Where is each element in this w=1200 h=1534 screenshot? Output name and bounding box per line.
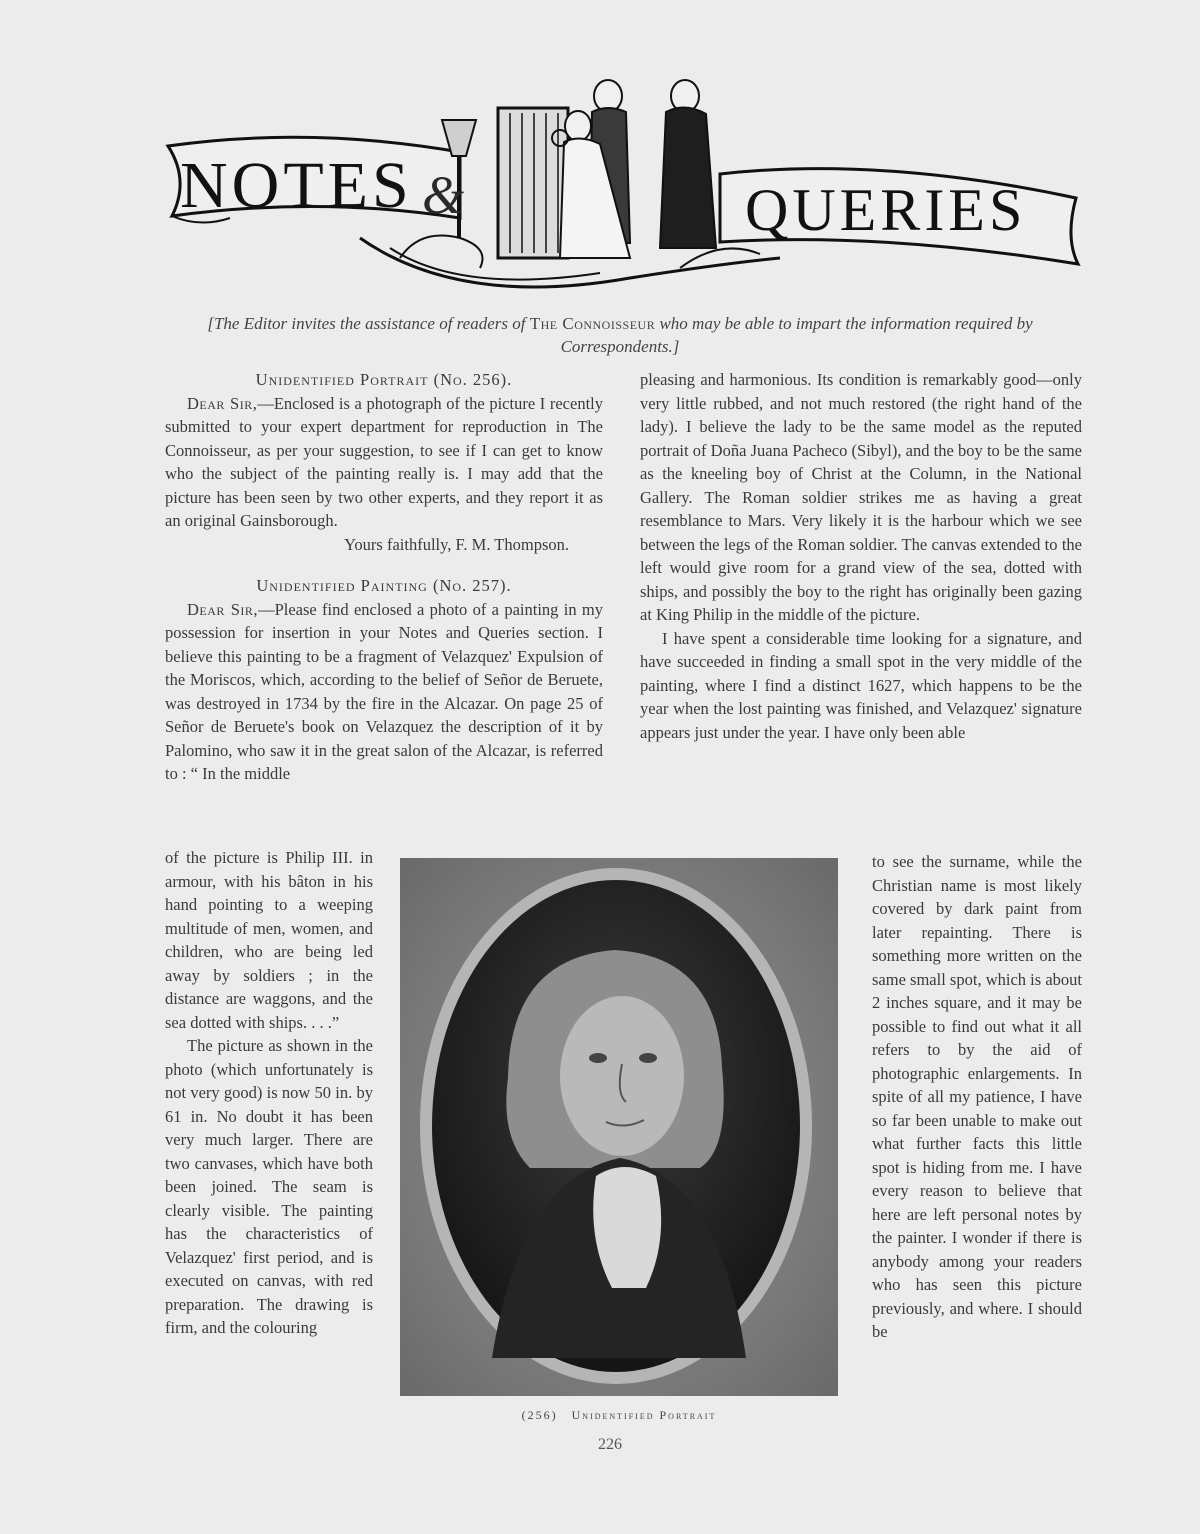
intro-part-2: who may be able to impart the information required by Correspondents.] xyxy=(560,314,1033,356)
letter1-body: —Enclosed is a photograph of the picture I recently submitted to your expert department for reproduction in The Connoisseur, as per your suggestion, to see if I can get to know who the subject of the painting really is. I may add that the picture has been seen by two other experts, and they report it as an original Gainsborough. xyxy=(165,393,603,530)
letter2-body-upper: —Please find enclosed a photo of a painting in my possession for insertion in your Notes and Queries section. I believe this painting to be a fragment of Velazquez' Expulsion of the Moriscos, which, according to the belief of Señor de Beruete, was destroyed in 1734 by the fire in the Alcazar. On page 25 of Señor de Beruete's book on Velazquez the description of it by Palomino, who saw it in the great salon of the Alcazar, is referred to : “ In the middle xyxy=(165,599,603,783)
left-column-upper xyxy=(165,368,603,786)
letter2-right-paragraph-3: to see the surname, while the Christian name is most likely covered by dark paint from later repainting. There is something more written on the same small spot, which is about 2 inches square, and it may be possible to find out what it all refers to by the aid of photographic enlargements. In spite of all my patience, I have so far been unable to make out what further facts this little spot is hiding from me. I have every reason to believe that here are left personal notes by the painter. I wonder if there is anybody among your readers who has seen this picture previously, and where. I should be xyxy=(872,852,1082,1341)
letter1-paragraph xyxy=(165,392,603,533)
letter2-heading: Unidentified Painting (No. 257). xyxy=(256,576,512,595)
letter2-paragraph-2: The picture as shown in the photo (which unfortunately is not very good) is now 50 in. by 61 in. No doubt it has been very much larger. There are two canvases, which have both been joined. The seam is clearly visible. The painting has the characteristics of Velazquez' first period, and is executed on canvas, with red preparation. The drawing is firm, and the colouring xyxy=(165,1036,373,1337)
letter2-paragraph-1 xyxy=(165,598,603,786)
figure-caption xyxy=(400,1408,838,1423)
banner-title-queries: QUERIES xyxy=(745,177,1027,243)
letter2-right-paragraph-1: pleasing and harmonious. Its condition is remarkably good—only very little rubbed, and not much restored (the right hand of the lady). I believe the lady to be the same model as the reputed portrait of Doña Juana Pacheco (Sibyl), and the boy to be the same as the kneeling boy of Christ at the Column, in the National Gallery. The Roman soldier strikes me as having a great resemblance to Mars. Very likely it is the harbour which we see between the legs of the Roman soldier. The canvas extended to the left would give room for a grand view of the sea, dotted with ships, and possibly the boy to the right has originally been gazing at King Philip in the middle of the picture. xyxy=(640,370,1082,624)
header-banner xyxy=(160,68,1085,308)
banner-ampersand: & xyxy=(422,165,465,225)
letter2-right-paragraph-2: I have spent a considerable time looking for a signature, and have succeeded in finding a small spot in the very middle of the painting, where I find a distinct 1627, which happens to be the year when the lost painting was finished, and Velazquez' signature appears just under the year. I have only been able xyxy=(640,628,1082,742)
portrait-image xyxy=(400,858,838,1396)
page-number: 226 xyxy=(598,1436,622,1453)
right-column-lower xyxy=(872,850,1082,1344)
letter1-heading: Unidentified Portrait (No. 256). xyxy=(255,370,513,389)
editor-intro xyxy=(200,312,1040,358)
figure-number: (256) xyxy=(521,1408,558,1422)
right-column-upper xyxy=(640,368,1082,744)
portrait-photograph xyxy=(400,858,838,1396)
letter1-salutation: Dear Sir, xyxy=(187,393,258,413)
letter1-signoff: Yours faithfully, F. M. Thompson. xyxy=(344,534,569,554)
intro-part-1: [The Editor invites the assistance of readers of xyxy=(207,314,530,333)
banner-title-notes: NOTES xyxy=(180,149,413,222)
letter2-quote-continued: of the picture is Philip III. in armour, with his bâton in his hand pointing to a weeping multitude of men, women, and children, who are being led away by soldiers ; in the distance are waggons, and the sea dotted with ships. . . .” xyxy=(165,848,373,1032)
letter2-salutation: Dear Sir, xyxy=(187,599,259,619)
left-column-lower xyxy=(165,846,373,1340)
figure-title: Unidentified Portrait xyxy=(571,1408,717,1422)
intro-magazine-name: The Connoisseur xyxy=(529,314,656,333)
